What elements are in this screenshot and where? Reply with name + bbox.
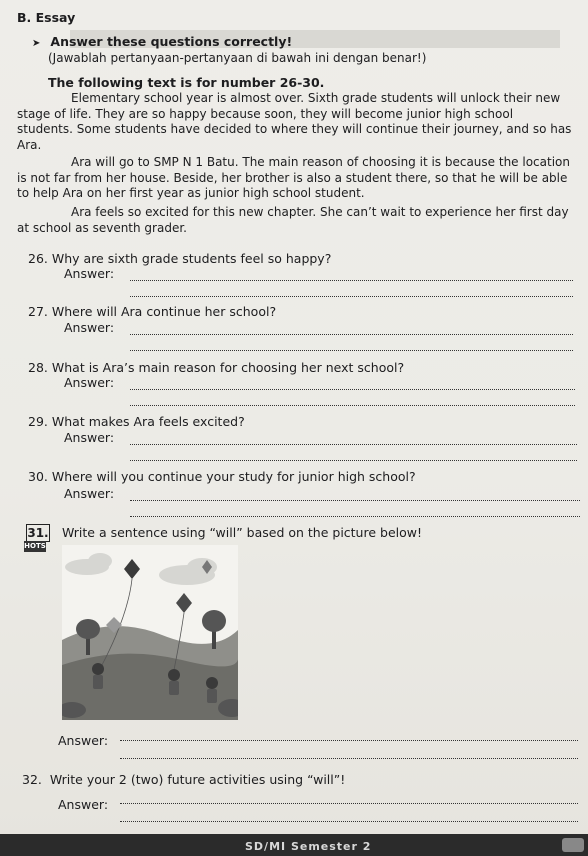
question-31: Write a sentence using “will” based on the picture below! xyxy=(62,525,422,540)
instruction-line xyxy=(32,34,292,49)
answer-line-26a[interactable] xyxy=(130,280,573,281)
answer-line-30b[interactable] xyxy=(130,516,580,517)
answer-line-30a[interactable] xyxy=(130,500,580,501)
arrow-bullet-icon: ➤ xyxy=(32,38,41,49)
question-30: 30. Where will you continue your study for junior high school? xyxy=(28,469,416,484)
reading-paragraph-2: Ara will go to SMP N 1 Batu. The main reason of choosing it is because the location is not far from her house. Beside, her brother is also a student there, so that he will be able to help Ara on her first year as junior high school student. xyxy=(17,155,570,200)
answer-line-31a[interactable] xyxy=(120,740,578,741)
question-31-number: 31. xyxy=(27,526,49,540)
question-27: 27. Where will Ara continue her school? xyxy=(28,304,277,319)
child-figure-icon xyxy=(168,669,180,695)
kites-picture xyxy=(62,545,238,720)
child-figure-icon xyxy=(206,677,218,703)
question-29: 29. What makes Ara feels excited? xyxy=(28,414,245,429)
reading-intro: The following text is for number 26-30. xyxy=(48,75,325,90)
answer-line-27a[interactable] xyxy=(130,334,573,335)
section-title: B. Essay xyxy=(17,10,76,25)
answer-label-27: Answer: xyxy=(64,320,115,335)
answer-label-31: Answer: xyxy=(58,733,109,748)
answer-line-32b[interactable] xyxy=(120,821,578,822)
question-32: 32. Write your 2 (two) future activities using “will”! xyxy=(22,772,346,787)
instruction-english: Answer these questions correctly! xyxy=(50,34,293,49)
answer-line-26b[interactable] xyxy=(130,296,573,297)
answer-line-31b[interactable] xyxy=(120,758,578,759)
answer-label-32: Answer: xyxy=(58,797,109,812)
answer-label-28: Answer: xyxy=(64,375,115,390)
answer-line-29a[interactable] xyxy=(130,444,577,445)
answer-label-29: Answer: xyxy=(64,430,115,445)
kites-illustration xyxy=(62,545,238,720)
answer-line-29b[interactable] xyxy=(130,460,577,461)
answer-line-28b[interactable] xyxy=(130,405,575,406)
question-26: 26. Why are sixth grade students feel so happy? xyxy=(28,251,332,266)
reading-paragraph-1: Elementary school year is almost over. Sixth grade students will unlock their new stage of life. They are so happy because soon, they will become junior high school students. Some students have decided to where they will continue their journey, and so has Ara. xyxy=(17,91,572,152)
answer-label-26: Answer: xyxy=(64,266,115,281)
footer-text: SD/MI Semester 2 xyxy=(245,840,372,853)
instruction-indonesian: (Jawablah pertanyaan-pertanyaan di bawah ini dengan benar!) xyxy=(48,51,427,65)
answer-line-27b[interactable] xyxy=(130,350,573,351)
reading-paragraph-3: Ara feels so excited for this new chapter. She can’t wait to experience her first day at school as seventh grader. xyxy=(17,205,569,235)
answer-label-30: Answer: xyxy=(64,486,115,501)
answer-line-32a[interactable] xyxy=(120,803,578,804)
question-28: 28. What is Ara’s main reason for choosing her next school? xyxy=(28,360,405,375)
footer-badge-icon xyxy=(562,838,584,852)
hots-badge: HOTS xyxy=(24,542,46,550)
child-figure-icon xyxy=(92,663,104,689)
answer-line-28a[interactable] xyxy=(130,389,575,390)
